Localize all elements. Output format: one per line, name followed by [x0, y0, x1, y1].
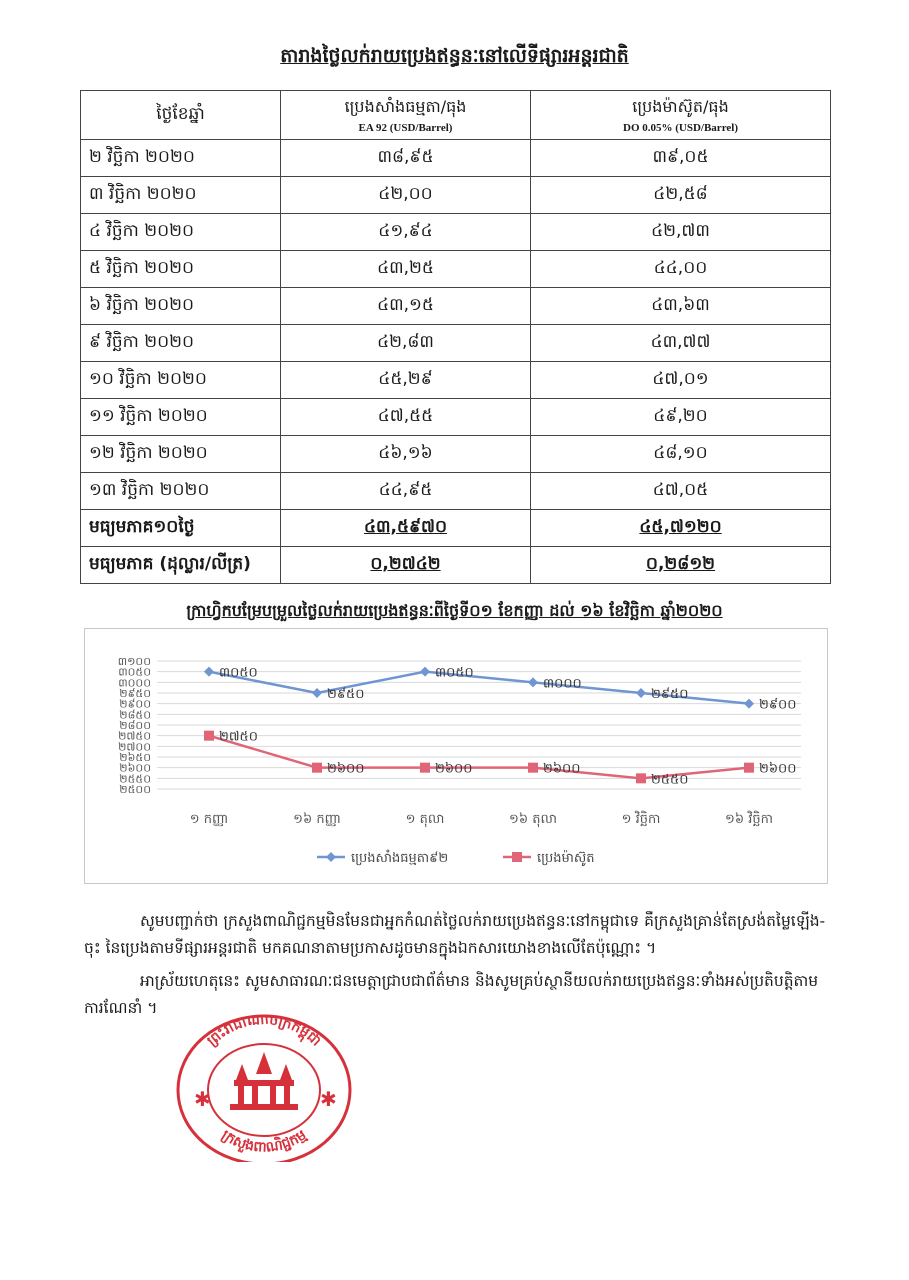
average-liter-diesel	[531, 547, 831, 584]
average-label: មធ្យមភាគ១០ថ្ងៃ	[81, 510, 281, 547]
x-tick-label: ១ កញ្ញា	[189, 812, 229, 827]
ministry-seal	[164, 1002, 364, 1162]
data-label: ២៩០០	[759, 697, 797, 713]
y-tick-label: ២៧០០	[118, 740, 151, 754]
data-point-diesel	[312, 763, 322, 773]
row-gasoline-price: ៤២,៨៣	[281, 325, 531, 362]
x-tick-label: ១៦ កញ្ញា	[293, 812, 341, 827]
data-point-diesel	[420, 763, 430, 773]
table-row	[81, 251, 831, 288]
data-point-gasoline	[636, 688, 646, 698]
row-diesel-price: ៤៧,០៥	[531, 473, 831, 510]
y-tick-label: ២៦០០	[119, 761, 151, 775]
table-row	[81, 177, 831, 214]
temple-icon	[230, 1052, 298, 1110]
data-point-diesel	[744, 763, 754, 773]
y-tick-label: ២៦៥០	[119, 751, 151, 764]
data-point-diesel	[528, 763, 538, 773]
y-tick-label: ២៧៥០	[118, 729, 151, 743]
x-tick-label: ១ តុលា	[405, 812, 445, 827]
seal-text-bottom: ក្រសួងពាណិជ្ជកម្ម	[218, 1127, 310, 1156]
row-gasoline-price: ៤២,០០	[281, 177, 531, 214]
seal-star-right-icon: ✱	[320, 1087, 337, 1111]
data-label: ២៧៥០	[219, 729, 258, 745]
data-point-gasoline	[744, 699, 754, 709]
row-date: ៣ វិច្ឆិកា ២០២០	[81, 177, 281, 214]
chart-svg	[85, 629, 827, 883]
data-point-diesel	[204, 731, 214, 741]
legend-marker	[326, 852, 336, 862]
average-liter-label: មធ្យមភាគ (ដុល្លារ/លីត្រ)	[81, 547, 281, 584]
legend-label: ប្រេងសាំងធម្មតា៩២	[351, 851, 449, 866]
table-row	[81, 214, 831, 251]
header-gasoline-label: ប្រេងសាំងធម្មតា/ធុង	[344, 97, 467, 116]
row-diesel-price: ៤៨,១០	[531, 436, 831, 473]
data-label: ២៦០០	[327, 761, 365, 777]
table-row	[81, 436, 831, 473]
y-tick-label: ៣១០០	[117, 655, 151, 668]
header-diesel	[531, 91, 831, 140]
average-diesel-value: ៤៥,៧១២០	[639, 516, 722, 537]
row-diesel-price: ៣៩,០៥	[531, 140, 831, 177]
average-gasoline	[281, 510, 531, 547]
y-tick-label: ២៨៥០	[119, 708, 151, 722]
page-title: តារាងថ្លៃលក់រាយប្រេងឥន្ធនៈនៅលើទីផ្សារអន្តរជាតិ	[280, 45, 629, 67]
header-diesel-label: ប្រេងម៉ាស៊ូត/ធុង	[632, 97, 729, 116]
data-label: ៣០៥០	[435, 665, 474, 681]
row-diesel-price: ៤៩,២០	[531, 399, 831, 436]
data-label: ២៦០០	[435, 761, 473, 777]
y-tick-label: ២៩០០	[119, 697, 151, 711]
average-gasoline-value: ៤៣,៥៩៧០	[363, 516, 448, 537]
price-table	[80, 90, 831, 584]
row-date: ៤ វិច្ឆិកា ២០២០	[81, 214, 281, 251]
row-gasoline-price: ៤៥,២៩	[281, 362, 531, 399]
price-chart	[84, 628, 828, 884]
table-row	[81, 473, 831, 510]
row-date: ៦ វិច្ឆិកា ២០២០	[81, 288, 281, 325]
row-gasoline-price: ៤៣,១៥	[281, 288, 531, 325]
row-diesel-price: ៤៧,០១	[531, 362, 831, 399]
header-gasoline	[281, 91, 531, 140]
y-tick-label: ២៩៥០	[119, 687, 151, 700]
row-date: ១០ វិច្ឆិកា ២០២០	[81, 362, 281, 399]
header-gasoline-unit: EA 92 (USD/Barrel)	[358, 122, 453, 134]
table-row	[81, 362, 831, 399]
average-liter-row	[81, 547, 831, 584]
y-tick-label: ២៥០០	[119, 783, 151, 796]
data-label: ២៩៥០	[327, 687, 365, 702]
data-label: ៣០៥០	[219, 665, 258, 681]
table-header-row	[81, 91, 831, 140]
row-diesel-price: ៤២,៧៣	[531, 214, 831, 251]
data-label: ៣០០០	[543, 676, 582, 692]
data-label: ២៩៥០	[651, 687, 689, 702]
row-gasoline-price: ៤៣,២៥	[281, 251, 531, 288]
legend-label: ប្រេងម៉ាស៊ូត	[537, 851, 595, 866]
row-date: ៩ វិច្ឆិកា ២០២០	[81, 325, 281, 362]
data-point-gasoline	[420, 667, 430, 677]
header-diesel-unit: DO 0.05% (USD/Barrel)	[623, 122, 738, 134]
data-point-gasoline	[528, 677, 538, 687]
row-gasoline-price: ៤៦,១៦	[281, 436, 531, 473]
row-date: ១១ វិច្ឆិកា ២០២០	[81, 399, 281, 436]
table-row	[81, 325, 831, 362]
average-liter-diesel-value: ០,២៨១២	[645, 553, 716, 574]
average-diesel	[531, 510, 831, 547]
notice-paragraph-2: អាស្រ័យហេតុនេះ សូមសាធារណៈជនមេត្តាជ្រាបជាព័ត៌មាន និងសូមគ្រប់ស្ថានីយលក់រាយប្រេងឥន្ធនៈទាំងអស់ប្រតិបត្តិតាមការណែនាំ ។	[84, 972, 819, 1017]
chart-title: ក្រាហ្វិកបម្រែបម្រួលថ្លៃលក់រាយប្រេងឥន្ធនៈពីថ្ងៃទី០១ ខែកញ្ញា ដល់ ១៦ ខែវិច្ឆិកា ឆ្នាំ២០២០	[186, 601, 723, 620]
y-tick-label: ៣០០០	[118, 676, 151, 690]
row-date: ១៣ វិច្ឆិកា ២០២០	[81, 473, 281, 510]
average-liter-gasoline-value: ០,២៧៤២	[370, 553, 441, 574]
row-gasoline-price: ៤៧,៥៥	[281, 399, 531, 436]
header-date: ថ្ងៃខែឆ្នាំ	[81, 91, 281, 140]
table-row	[81, 288, 831, 325]
row-gasoline-price: ៣៨,៩៥	[281, 140, 531, 177]
table-row	[81, 399, 831, 436]
average-row	[81, 510, 831, 547]
row-diesel-price: ៤៣,៧៧	[531, 325, 831, 362]
row-date: ៥ វិច្ឆិកា ២០២០	[81, 251, 281, 288]
row-date: ១២ វិច្ឆិកា ២០២០	[81, 436, 281, 473]
x-tick-label: ១៦ វិច្ឆិកា	[725, 812, 773, 827]
seal-star-left-icon: ✱	[194, 1087, 211, 1111]
seal-graphic	[164, 1002, 364, 1162]
y-tick-label: ២៨០០	[119, 719, 151, 732]
data-label: ២៥៥០	[651, 772, 689, 788]
data-point-diesel	[636, 773, 646, 783]
row-gasoline-price: ៤៤,៩៥	[281, 473, 531, 510]
row-diesel-price: ៤២,៥៨	[531, 177, 831, 214]
x-tick-label: ១៦ តុលា	[509, 812, 557, 827]
row-diesel-price: ៤៤,០០	[531, 251, 831, 288]
legend-marker	[512, 852, 522, 862]
data-label: ២៦០០	[759, 761, 797, 777]
row-gasoline-price: ៤១,៩៤	[281, 214, 531, 251]
row-diesel-price: ៤៣,៦៣	[531, 288, 831, 325]
y-tick-label: ២៥៥០	[119, 772, 151, 786]
data-point-gasoline	[312, 688, 322, 698]
data-label: ២៦០០	[543, 761, 581, 777]
table-row	[81, 140, 831, 177]
x-tick-label: ១ វិច្ឆិកា	[621, 812, 661, 827]
data-point-gasoline	[204, 667, 214, 677]
seal-text-top: ព្រះរាជាណាចក្រកម្ពុជា	[204, 1011, 324, 1050]
row-date: ២ វិច្ឆិកា ២០២០	[81, 140, 281, 177]
average-liter-gasoline	[281, 547, 531, 584]
notice-paragraph-1: សូមបញ្ជាក់ថា ក្រសួងពាណិជ្ជកម្មមិនមែនជាអ្នកកំណត់ថ្លៃលក់រាយប្រេងឥន្ធនៈនៅកម្ពុជាទេ គឺក្រសួងគ្រាន់តែស្រង់តម្លៃឡើង-ចុះ នៃប្រេងតាមទីផ្សារអន្តរជាតិ មកគណនាតាមប្រកាសដូចមានក្នុងឯកសារយោងខាងលើតែប៉ុណ្ណោះ ។	[84, 912, 826, 957]
y-tick-label: ៣០៥០	[118, 665, 151, 679]
